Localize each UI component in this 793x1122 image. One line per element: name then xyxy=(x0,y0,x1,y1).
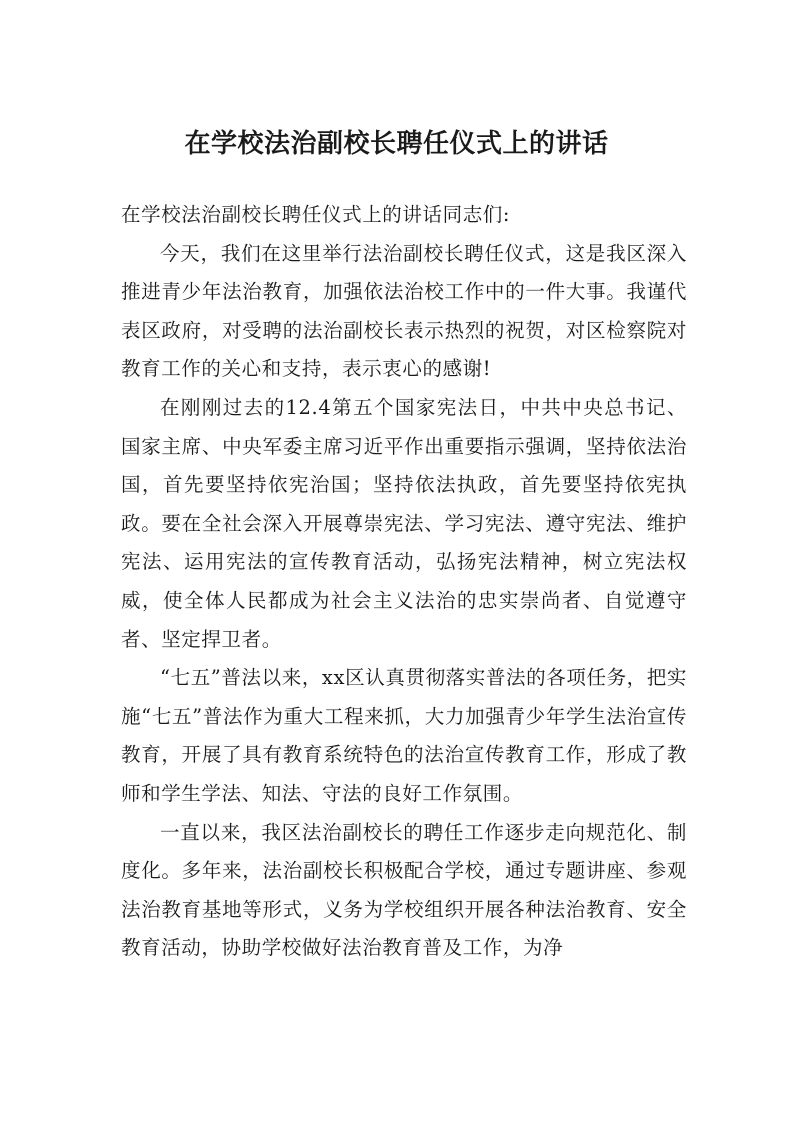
document-title: 在学校法治副校长聘任仪式上的讲话 xyxy=(184,129,609,159)
document-body xyxy=(121,196,687,968)
paragraph-constitution-day: 在刚刚过去的12.4第五个国家宪法日，中共中央总书记、国家主席、中央军委主席习近平作出重要指示强调，坚持依法治国，首先要坚持依宪治国；坚持依法执政，首先要坚持依宪执政。要在全社会深入开展尊崇宪法、学习宪法、遵守宪法、维护宪法、运用宪法的宣传教育活动，弘扬宪法精神，树立宪法权威，使全体人民都成为社会主义法治的忠实崇尚者、自觉遵守者、坚定捍卫者。 xyxy=(121,395,687,651)
paragraph-opening: 今天，我们在这里举行法治副校长聘任仪式，这是我区深入推进青少年法治教育，加强依法治校工作中的一件大事。我谨代表区政府，对受聘的法治副校长表示热烈的祝贺，对区检察院对教育工作的关心和支持，表示衷心的感谢! xyxy=(121,241,687,381)
salutation: 在学校法治副校长聘任仪式上的讲话同志们: xyxy=(121,203,511,226)
paragraph-vice-principal-work: 一直以来，我区法治副校长的聘任工作逐步走向规范化、制度化。多年来，法治副校长积极配合学校，通过专题讲座、参观法治教育基地等形式，义务为学校组织开展各种法治教育、安全教育活动，协助学校做好法治教育普及工作，为净 xyxy=(121,820,687,960)
paragraph-seventh-five-year-plan: “七五”普法以来，xx区认真贯彻落实普法的各项任务，把实施“七五”普法作为重大工程来抓，大力加强青少年学生法治宣传教育，开展了具有教育系统特色的法治宣传教育工作，形成了教师和学生学法、知法、守法的良好工作氛围。 xyxy=(121,666,687,805)
